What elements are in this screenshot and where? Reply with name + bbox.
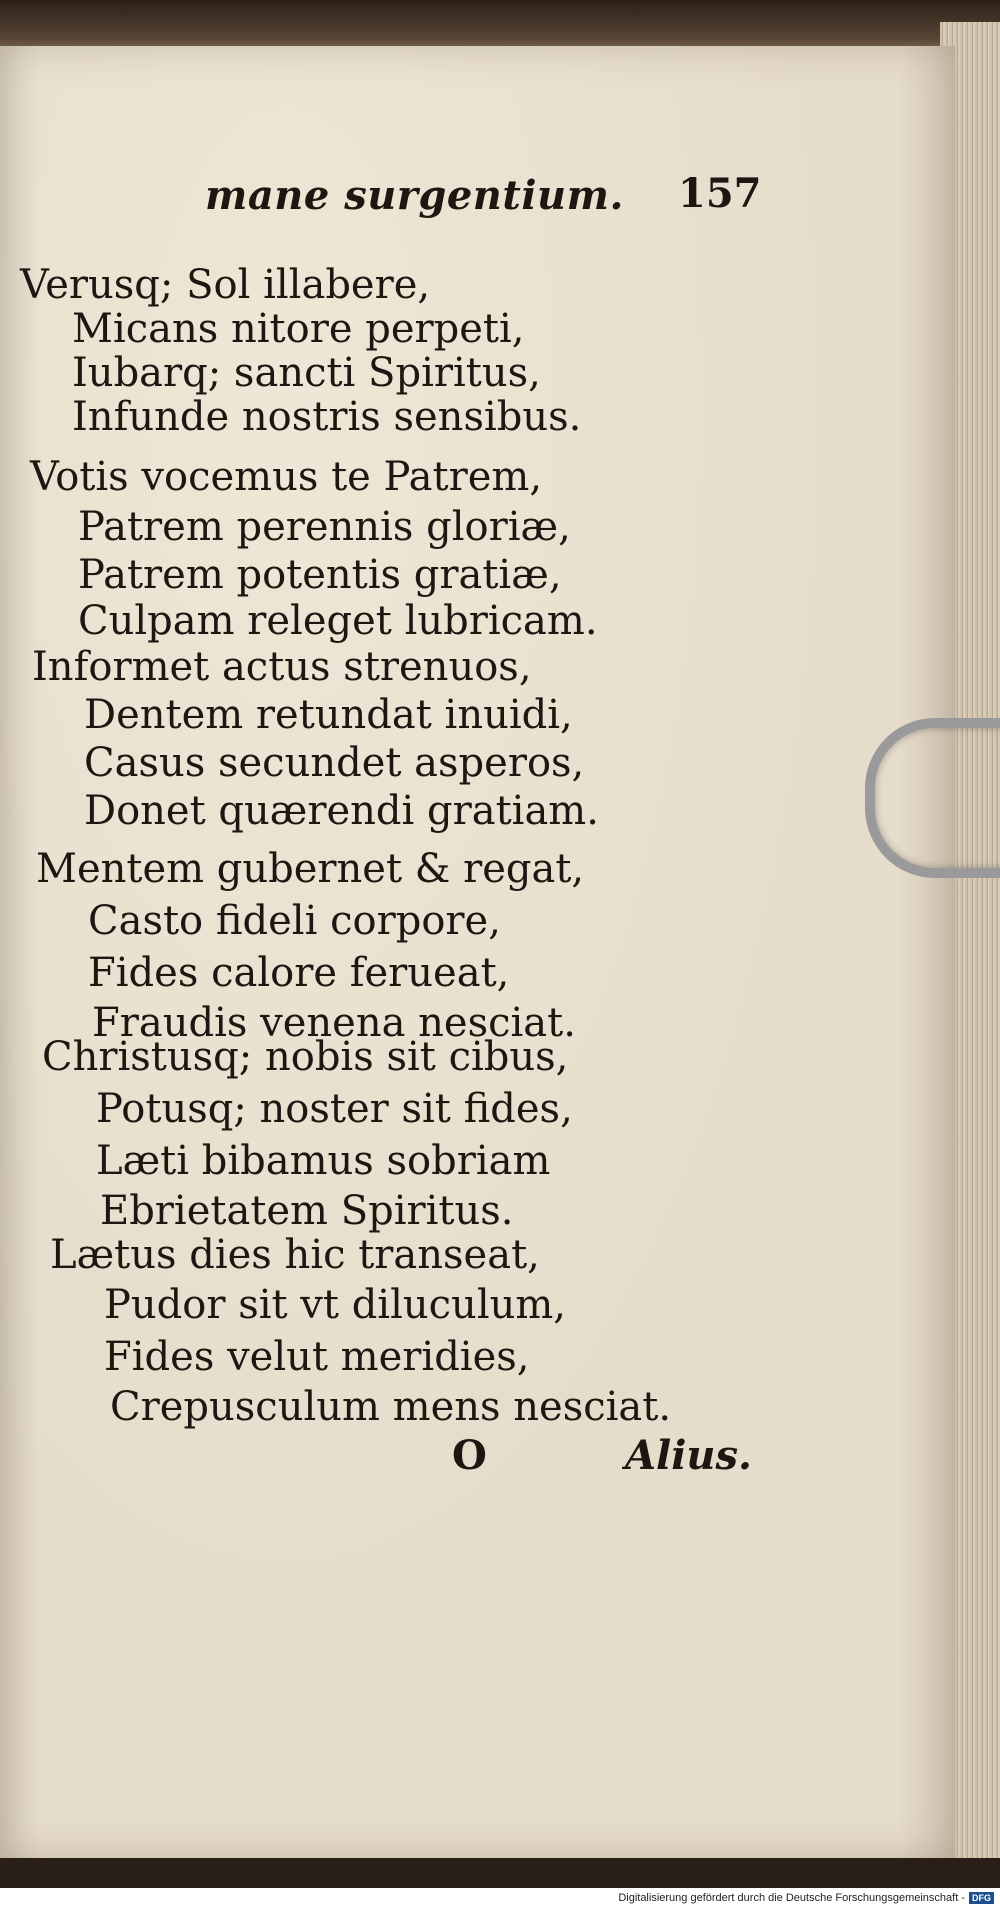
- verse-line: Mentem gubernet & regat,: [36, 846, 585, 892]
- verse-line: Patrem perennis gloriæ,: [78, 504, 571, 550]
- verse-line: Culpam releget lubricam.: [78, 598, 598, 644]
- verse-line: Patrem potentis gratiæ,: [78, 552, 562, 598]
- verse-line: Fides velut meridies,: [104, 1334, 530, 1380]
- book-bottom-edge: [0, 1858, 1000, 1888]
- footer-credit: Digitalisierung gefördert durch die Deutsche Forschungsgemeinschaft -: [618, 1892, 965, 1904]
- verse-line: Infunde nostris sensibus.: [72, 394, 582, 440]
- verse-line: Verusq; Sol illabere,: [20, 262, 431, 308]
- verse-line: Pudor sit vt diluculum,: [104, 1282, 567, 1328]
- catchword: O: [452, 1432, 487, 1479]
- verse-line: Christusq; nobis sit cibus,: [42, 1034, 569, 1080]
- verse-line: Dentem retundat inuidi,: [84, 692, 573, 738]
- verse-line: Fides calore ferueat,: [88, 950, 510, 996]
- verse-line: Lætus dies hic transeat,: [50, 1232, 540, 1278]
- verse-line: Votis vocemus te Patrem,: [30, 454, 543, 500]
- verse-line: Iubarq; sancti Spiritus,: [72, 350, 541, 396]
- verse-line: Casus secundet asperos,: [84, 740, 585, 786]
- verse-line: Læti bibamus sobriam: [96, 1138, 551, 1184]
- next-hymn-title: Alius.: [625, 1432, 752, 1479]
- verse-line: Fraudis venena nesciat.: [92, 1000, 576, 1046]
- verse-line: Crepusculum mens nesciat.: [110, 1384, 672, 1430]
- verse-line: Casto fideli corpore,: [88, 898, 501, 944]
- page-number: 157: [678, 170, 762, 217]
- dfg-logo: DFG: [969, 1892, 994, 1904]
- verse-line: Donet quærendi gratiam.: [84, 788, 599, 834]
- verse-line: Potusq; noster sit fides,: [96, 1086, 573, 1132]
- running-head: mane surgentium.: [205, 172, 624, 219]
- verse-line: Ebrietatem Spiritus.: [100, 1188, 514, 1234]
- bookmark-clip: [865, 718, 1000, 878]
- verse-line: Informet actus strenuos,: [32, 644, 532, 690]
- digitization-footer: [0, 1888, 1000, 1908]
- verse-line: Micans nitore perpeti,: [72, 306, 525, 352]
